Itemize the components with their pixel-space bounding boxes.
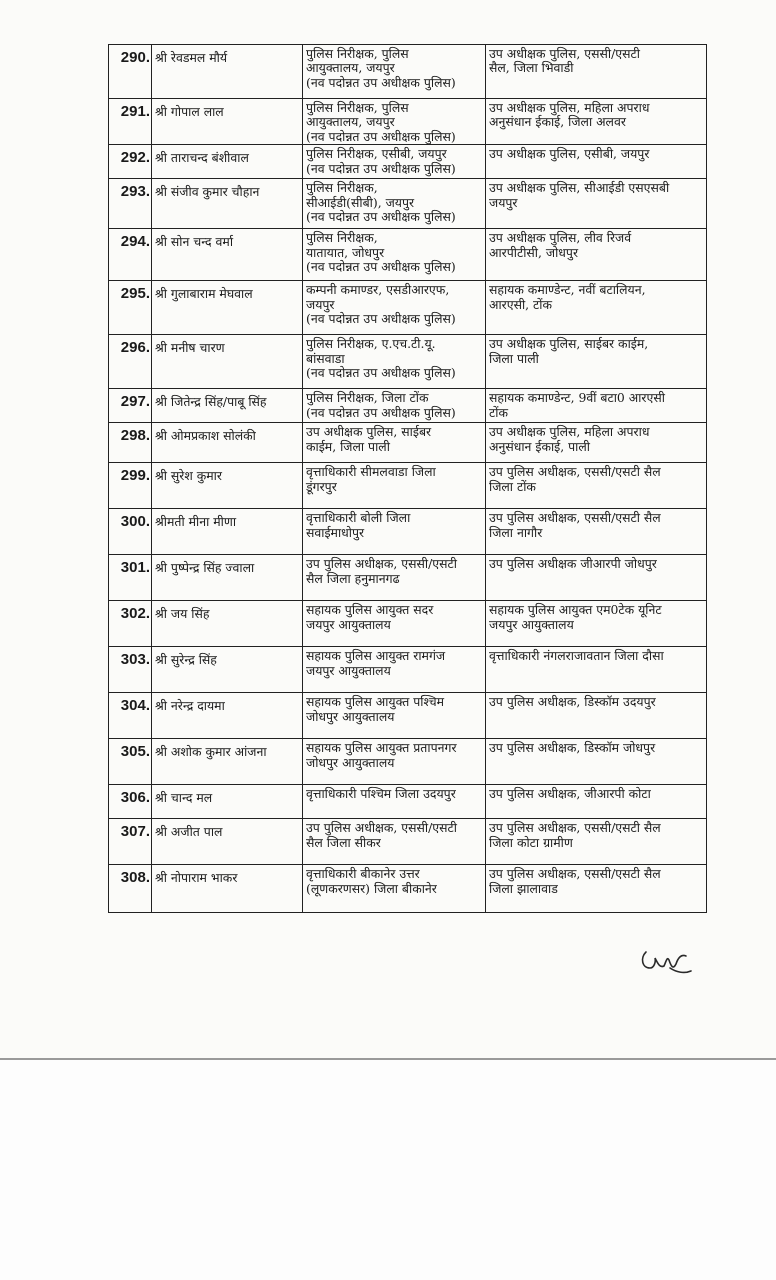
new-posting — [486, 463, 707, 509]
current-posting-line: (नव पदोन्नत उप अधीक्षक पुलिस) — [306, 128, 456, 144]
table-row — [109, 389, 707, 423]
current-posting-line: जयपुर — [306, 296, 335, 312]
new-posting — [486, 45, 707, 99]
current-posting-line: (लूणकरणसर) जिला बीकानेर — [306, 880, 437, 896]
current-posting-line: पुलिस निरीक्षक, पुलिस — [306, 46, 409, 61]
new-posting-line: जिला पाली — [489, 350, 539, 366]
new-posting-line: वृत्ताधिकारी नंगलराजावतान जिला दौसा — [489, 648, 664, 664]
new-posting-line: उप अधीक्षक पुलिस, एससी/एसटी — [489, 46, 640, 61]
serial-number: 290. — [109, 45, 152, 99]
new-posting — [486, 739, 707, 785]
serial-number: 303. — [109, 647, 152, 693]
current-posting — [303, 145, 486, 179]
new-posting — [486, 179, 707, 229]
officer-name: श्री गुलाबाराम मेघवाल — [152, 281, 303, 335]
current-posting-line: काईम, जिला पाली — [306, 438, 390, 454]
table-row — [109, 555, 707, 601]
current-posting-line: वृत्ताधिकारी बीकानेर उत्तर — [306, 866, 420, 882]
serial-number: 307. — [109, 819, 152, 865]
serial-number: 302. — [109, 601, 152, 647]
officer-name: श्री सुरेन्द्र सिंह — [152, 647, 303, 693]
current-posting-line: (नव पदोन्नत उप अधीक्षक पुलिस) — [306, 209, 456, 225]
serial-number: 294. — [109, 229, 152, 281]
current-posting-line: पुलिस निरीक्षक, एसीबी, जयपुर — [306, 146, 447, 162]
current-posting-line: सीआईडी(सीबी), जयपुर — [306, 194, 415, 210]
new-posting — [486, 555, 707, 601]
table-row — [109, 423, 707, 463]
officer-name: श्री गोपाल लाल — [152, 99, 303, 145]
current-posting-line: बांसवाडा — [306, 350, 345, 366]
current-posting — [303, 555, 486, 601]
current-posting — [303, 463, 486, 509]
current-posting-line: सहायक पुलिस आयुक्त प्रतापनगर — [306, 740, 457, 756]
table-row — [109, 281, 707, 335]
current-posting-line: (नव पदोन्नत उप अधीक्षक पुलिस) — [306, 160, 456, 176]
current-posting-line: सवाईमाधोपुर — [306, 524, 365, 540]
new-posting-line: उप पुलिस अधीक्षक, एससी/एसटी सैल — [489, 510, 661, 526]
table-row — [109, 647, 707, 693]
current-posting-line: पुलिस निरीक्षक, — [306, 230, 378, 246]
officer-name: श्री जय सिंह — [152, 601, 303, 647]
current-posting — [303, 819, 486, 865]
serial-number: 297. — [109, 389, 152, 423]
table-row — [109, 179, 707, 229]
current-posting — [303, 335, 486, 389]
serial-number: 298. — [109, 423, 152, 463]
serial-number: 308. — [109, 865, 152, 913]
current-posting-line: जोधपुर आयुक्तालय — [306, 708, 395, 724]
officer-name: श्री पुष्पेन्द्र सिंह ज्वाला — [152, 555, 303, 601]
transfer-table — [108, 44, 707, 913]
new-posting-line: उप अधीक्षक पुलिस, सीआईडी एसएसबी — [489, 180, 670, 196]
new-posting-line: अनुसंधान ईकाई, पाली — [489, 438, 590, 454]
officer-name: श्री जितेन्द्र सिंह/पाबू सिंह — [152, 389, 303, 423]
current-posting-line: वृत्ताधिकारी बोली जिला — [306, 510, 411, 526]
new-posting-line: जिला टोंक — [489, 478, 536, 494]
officer-name: श्री चान्द मल — [152, 785, 303, 819]
serial-number: 295. — [109, 281, 152, 335]
current-posting — [303, 389, 486, 423]
new-posting-line: जयपुर आयुक्तालय — [489, 616, 574, 632]
new-posting-line: सहायक कमाण्डेन्ट, 9वीं बटा0 आरएसी — [489, 390, 665, 406]
serial-number: 296. — [109, 335, 152, 389]
table-row — [109, 145, 707, 179]
current-posting — [303, 739, 486, 785]
officer-name: श्री अजीत पाल — [152, 819, 303, 865]
officer-name: श्री नोपाराम भाकर — [152, 865, 303, 913]
serial-number: 293. — [109, 179, 152, 229]
new-posting-line: जयपुर — [489, 194, 518, 210]
new-posting — [486, 281, 707, 335]
current-posting — [303, 281, 486, 335]
new-posting-line: उप अधीक्षक पुलिस, महिला अपराध — [489, 100, 650, 115]
new-posting-line: सहायक पुलिस आयुक्त एम0टेक यूनिट — [489, 602, 662, 618]
new-posting — [486, 509, 707, 555]
current-posting-line: सहायक पुलिस आयुक्त सदर — [306, 602, 434, 618]
new-posting-line: उप पुलिस अधीक्षक, एससी/एसटी सैल — [489, 866, 661, 882]
new-posting-line: उप अधीक्षक पुलिस, लीव रिजर्व — [489, 230, 632, 246]
officer-name: श्री मनीष चारण — [152, 335, 303, 389]
new-posting — [486, 819, 707, 865]
officer-name: श्री ताराचन्द बंशीवाल — [152, 145, 303, 179]
new-posting-line: आरपीटीसी, जोधपुर — [489, 244, 579, 260]
officer-name: श्रीमती मीना मीणा — [152, 509, 303, 555]
new-posting — [486, 229, 707, 281]
current-posting-line: सैल जिला हनुमानगढ — [306, 570, 400, 586]
current-posting-line: आयुक्तालय, जयपुर — [306, 114, 395, 130]
current-posting — [303, 865, 486, 913]
current-posting — [303, 99, 486, 145]
current-posting — [303, 647, 486, 693]
table-row — [109, 45, 707, 99]
serial-number: 299. — [109, 463, 152, 509]
current-posting-line: उप पुलिस अधीक्षक, एससी/एसटी — [306, 556, 457, 572]
table-row — [109, 785, 707, 819]
new-posting-line: जिला झालावाड — [489, 880, 558, 896]
page-background — [0, 1060, 776, 1280]
new-posting-line: अनुसंधान ईकाई, जिला अलवर — [489, 114, 626, 130]
new-posting-line: उप पुलिस अधीक्षक, जीआरपी कोटा — [489, 786, 651, 802]
new-posting — [486, 785, 707, 819]
new-posting-line: उप अधीक्षक पुलिस, महिला अपराध — [489, 424, 650, 440]
new-posting-line: उप पुलिस अधीक्षक जीआरपी जोधपुर — [489, 556, 657, 572]
current-posting-line: (नव पदोन्नत उप अधीक्षक पुलिस) — [306, 74, 456, 90]
current-posting-line: जयपुर आयुक्तालय — [306, 662, 391, 678]
current-posting-line: सहायक पुलिस आयुक्त पश्चिम — [306, 694, 445, 710]
current-posting-line: (नव पदोन्नत उप अधीक्षक पुलिस) — [306, 365, 456, 381]
table-row — [109, 99, 707, 145]
table-row — [109, 601, 707, 647]
table-row — [109, 509, 707, 555]
table-row — [109, 463, 707, 509]
new-posting — [486, 335, 707, 389]
new-posting-line: उप पुलिस अधीक्षक, एससी/एसटी सैल — [489, 464, 661, 480]
officer-name: श्री नरेन्द्र दायमा — [152, 693, 303, 739]
current-posting-line: उप अधीक्षक पुलिस, साईबर — [306, 424, 432, 440]
officer-name: श्री संजीव कुमार चौहान — [152, 179, 303, 229]
current-posting-line: जोधपुर आयुक्तालय — [306, 754, 395, 770]
officer-name: श्री सोन चन्द वर्मा — [152, 229, 303, 281]
new-posting — [486, 601, 707, 647]
current-posting-line: वृत्ताधिकारी पश्चिम जिला उदयपुर — [306, 786, 456, 802]
current-posting — [303, 601, 486, 647]
serial-number: 305. — [109, 739, 152, 785]
current-posting-line: वृत्ताधिकारी सीमलवाडा जिला — [306, 464, 436, 480]
current-posting — [303, 45, 486, 99]
new-posting-line: सहायक कमाण्डेन्ट, नवीं बटालियन, — [489, 282, 646, 298]
serial-number: 300. — [109, 509, 152, 555]
current-posting-line: (नव पदोन्नत उप अधीक्षक पुलिस) — [306, 311, 456, 327]
new-posting — [486, 647, 707, 693]
current-posting-line: (नव पदोन्नत उप अधीक्षक पुलिस) — [306, 259, 456, 275]
new-posting-line: जिला नागौर — [489, 524, 543, 540]
current-posting — [303, 229, 486, 281]
current-posting-line: सहायक पुलिस आयुक्त रामगंज — [306, 648, 446, 664]
signature — [636, 938, 696, 978]
officer-name: श्री अशोक कुमार आंजना — [152, 739, 303, 785]
current-posting — [303, 693, 486, 739]
current-posting — [303, 509, 486, 555]
current-posting — [303, 785, 486, 819]
current-posting-line: पुलिस निरीक्षक, जिला टोंक — [306, 390, 429, 406]
serial-number: 292. — [109, 145, 152, 179]
serial-number: 301. — [109, 555, 152, 601]
current-posting-line: जयपुर आयुक्तालय — [306, 616, 391, 632]
current-posting-line: पुलिस निरीक्षक, पुलिस — [306, 100, 409, 115]
new-posting-line: सैल, जिला भिवाडी — [489, 60, 574, 76]
new-posting — [486, 865, 707, 913]
officer-name: श्री सुरेश कुमार — [152, 463, 303, 509]
new-posting-line: जिला कोटा ग्रामीण — [489, 834, 573, 850]
table-row — [109, 819, 707, 865]
table-row — [109, 739, 707, 785]
current-posting-line: (नव पदोन्नत उप अधीक्षक पुलिस) — [306, 404, 456, 420]
current-posting-line: यातायात, जोधपुर — [306, 244, 385, 260]
current-posting — [303, 179, 486, 229]
table-row — [109, 335, 707, 389]
officer-name: श्री ओमप्रकाश सोलंकी — [152, 423, 303, 463]
new-posting-line: उप पुलिस अधीक्षक, डिस्कॉम उदयपुर — [489, 694, 656, 710]
serial-number: 306. — [109, 785, 152, 819]
current-posting-line: पुलिस निरीक्षक, — [306, 180, 378, 196]
new-posting — [486, 145, 707, 179]
new-posting — [486, 389, 707, 423]
current-posting-line: उप पुलिस अधीक्षक, एससी/एसटी — [306, 820, 457, 836]
new-posting-line: उप अधीक्षक पुलिस, एसीबी, जयपुर — [489, 146, 650, 162]
current-posting-line: आयुक्तालय, जयपुर — [306, 60, 395, 76]
current-posting-line: पुलिस निरीक्षक, ए.एच.टी.यू. — [306, 336, 436, 352]
table-row — [109, 693, 707, 739]
new-posting-line: आरएसी, टोंक — [489, 296, 553, 312]
new-posting — [486, 99, 707, 145]
transfer-table-body — [109, 45, 707, 913]
current-posting-line: सैल जिला सीकर — [306, 834, 381, 850]
officer-name: श्री रेवडमल मौर्य — [152, 45, 303, 99]
current-posting-line: कम्पनी कमाण्डर, एसडीआरएफ, — [306, 282, 450, 298]
new-posting-line: उप पुलिस अधीक्षक, एससी/एसटी सैल — [489, 820, 661, 836]
current-posting-line: डूंगरपुर — [306, 478, 337, 494]
serial-number: 304. — [109, 693, 152, 739]
new-posting-line: उप पुलिस अधीक्षक, डिस्कॉम जोधपुर — [489, 740, 656, 756]
new-posting-line: उप अधीक्षक पुलिस, साईबर काईम, — [489, 336, 649, 352]
new-posting — [486, 693, 707, 739]
table-row — [109, 865, 707, 913]
new-posting-line: टोंक — [489, 404, 508, 420]
new-posting — [486, 423, 707, 463]
serial-number: 291. — [109, 99, 152, 145]
current-posting — [303, 423, 486, 463]
table-row — [109, 229, 707, 281]
